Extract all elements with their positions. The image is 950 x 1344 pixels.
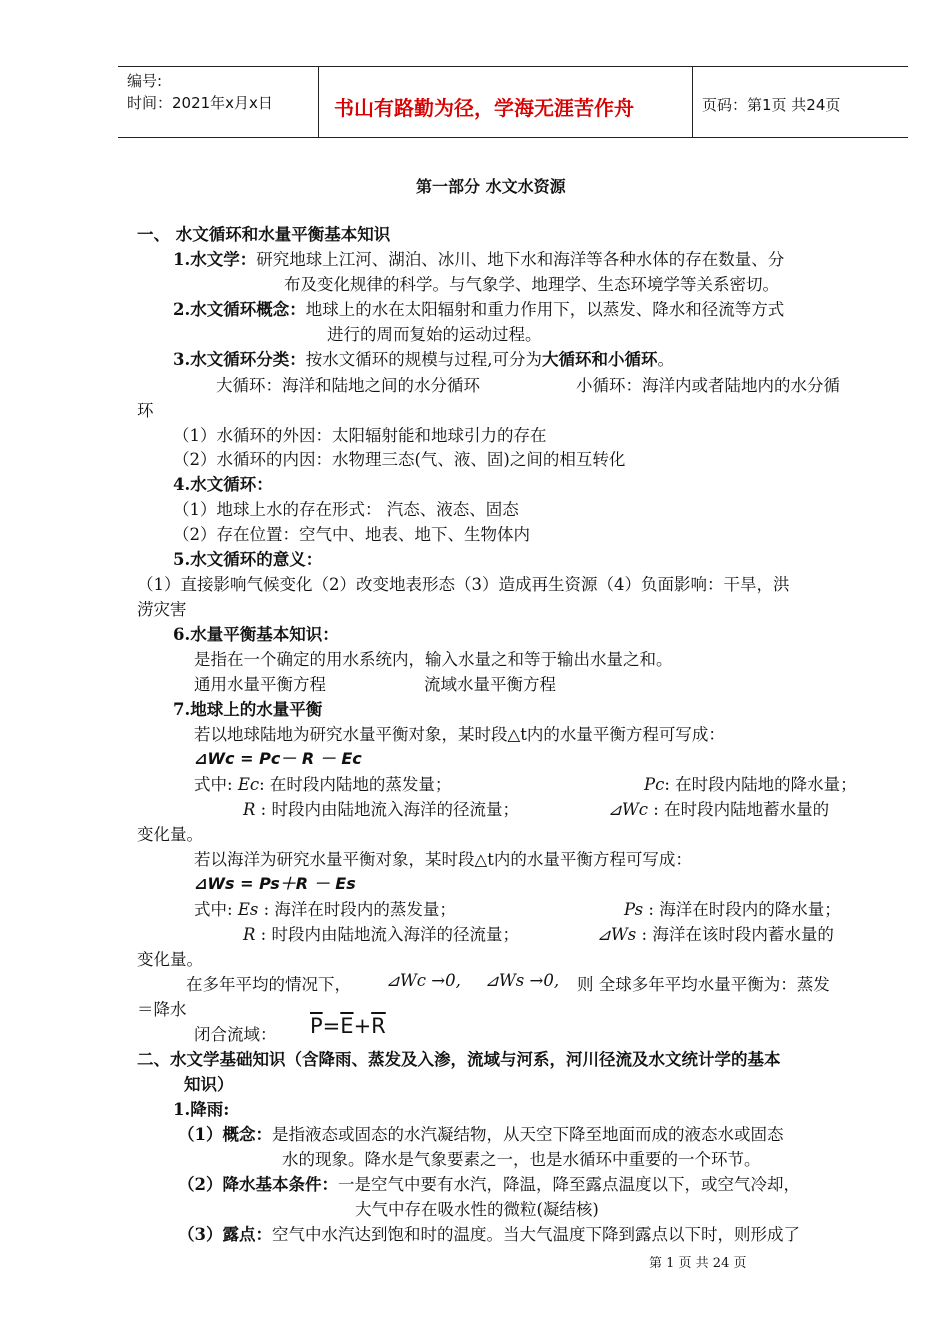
paragraph-text: 研究地球上江河、湖泊、冰川、地下水和海洋等各种水体的存在数量、分 [256,250,785,269]
paragraph-text: 。 [657,350,674,369]
symbol: ⊿Wc [608,800,649,819]
paragraph-text: : 海洋在时段内的蒸发量； [258,900,456,919]
paragraph-text: 大循环：海洋和陆地之间的水分循环 [216,376,480,395]
paragraph-text: 则 全球多年平均水量平衡为：蒸发 [577,975,830,994]
symbol: Pc [644,775,665,794]
section-heading: 二、水文学基础知识（含降雨、蒸发及入渗，流域与河系，河川径流及水文统计学的基本 [137,1050,781,1069]
symbol: ⊿Ws [597,925,637,944]
symbol: $\overline{E}$ [340,1014,354,1038]
paragraph-text: 通用水量平衡方程 [194,675,326,694]
section-heading: 一、 水文循环和水量平衡基本知识 [137,225,391,244]
list-item: （2）存在位置：空气中、地表、地下、生物体内 [173,525,530,544]
symbol: ⊿Ws →0, [485,971,560,990]
term-label: （2）降水基本条件： [178,1175,338,1194]
paragraph-text: ＝降水 [137,1000,187,1019]
paragraph [597,921,834,945]
paragraph [243,796,519,820]
emphasis-text: 大循环和小循环 [541,350,658,369]
paragraph-text: : 在时段内陆地的蒸发量； [259,775,452,794]
paragraph [194,771,451,795]
term-label: 6.水量平衡基本知识： [173,625,339,644]
paragraph-text: : 海洋在该时段内蓄水量的 [636,925,834,944]
paragraph-text: 进行的周而复始的运动过程。 [327,325,542,344]
section-heading: 知识） [184,1075,234,1094]
paragraph-text: : 时段内由陆地流入海洋的径流量； [255,925,519,944]
paragraph-text: 大气中存在吸水性的微粒(凝结核) [355,1200,599,1219]
paragraph [608,796,829,820]
term-label: 2.水文循环概念： [173,300,306,319]
paragraph-text: 若以地球陆地为研究水量平衡对象，某时段△t内的水量平衡方程可写成： [194,725,725,744]
paragraph [178,1171,800,1195]
symbol: Ps [624,900,644,919]
paragraph-text: 式中: [194,900,233,919]
symbol: ⊿Wc →0, [386,971,461,990]
paragraph-text: 闭合流域： [194,1025,277,1044]
closed-basin-equation [310,1014,386,1038]
paragraph [644,771,857,795]
header-divider [692,66,693,138]
page-footer: 第 1 页 共 24 页 [649,1256,747,1271]
term-label: 7.地球上的水量平衡 [173,700,323,719]
paragraph-text: 变化量。 [137,825,203,844]
symbol: Es [237,900,259,919]
paragraph-text: 一是空气中要有水汽，降温，降至露点温度以下，或空气冷却， [337,1175,800,1194]
paragraph-text: : 在时段内陆地的降水量； [664,775,857,794]
symbol: + [353,1014,372,1038]
equation: ⊿Wc = Pc－ R － Ec [194,749,362,768]
paragraph [173,246,784,270]
paragraph-text: 布及变化规律的科学。与气象学、地理学、生态环境学等关系密切。 [284,275,779,294]
paragraph-text: 式中: [194,775,233,794]
header-divider [318,66,319,138]
doc-code-label: 编号: [127,72,163,90]
term-label: 4.水文循环： [173,475,273,494]
paragraph [243,921,519,945]
paragraph-text: : 海洋在时段内的降水量； [643,900,841,919]
paragraph [624,896,841,920]
paragraph [178,1121,783,1145]
symbol: Ec [237,775,260,794]
list-item: （2）水循环的内因：水物理三态(气、液、固)之间的相互转化 [173,450,626,469]
term-label: 5.水文循环的意义： [173,550,323,569]
doc-time-label: 时间：2021年x月x日 [127,94,273,112]
term-label: 3.水文循环分类： [173,350,306,369]
header-page-info: 页码：第1页 共24页 [702,96,841,114]
equation: ⊿Ws = Ps＋R － Es [194,874,356,893]
paragraph-text: 流域水量平衡方程 [424,675,556,694]
list-item: （1）水循环的外因：太阳辐射能和地球引力的存在 [173,426,547,445]
paragraph-text: 变化量。 [137,950,203,969]
term-label: （3）露点： [178,1225,272,1244]
document-title: 第一部分 水文水资源 [416,177,566,196]
paragraph-text: 地球上的水在太阳辐射和重力作用下，以蒸发、降水和径流等方式 [305,300,785,319]
paragraph-text: : 时段内由陆地流入海洋的径流量； [255,800,519,819]
paragraph [194,896,456,920]
term-label: 1.水文学： [173,250,257,269]
symbol: = [322,1014,341,1038]
term-label: （1）概念： [178,1125,272,1144]
symbol: $\overline{R}$ [371,1014,386,1038]
term-label: 1.降雨: [173,1100,230,1119]
paragraph-text: （1）直接影响气候变化（2）改变地表形态（3）造成再生资源（4）负面影响：干旱，洪 [137,575,790,594]
symbol: R [243,800,256,819]
paragraph-text: 是指液态或固态的水汽凝结物，从天空下降至地面而成的液态水或固态 [271,1125,784,1144]
paragraph-text: 空气中水汽达到饱和时的温度。当大气温度下降到露点以下时，则形成了 [271,1225,800,1244]
paragraph-text: 在多年平均的情况下， [186,975,351,994]
list-item: （1）地球上水的存在形式： 汽态、液态、固态 [173,500,519,519]
paragraph [178,1221,800,1245]
symbol: $\overline{P}$ [310,1014,323,1038]
paragraph-text: 小循环：海洋内或者陆地内的水分循 [576,376,840,395]
symbol: R [243,925,256,944]
paragraph-text: 按水文循环的规模与过程,可分为 [305,350,542,369]
header-motto: 书山有路勤为径，学海无涯苦作舟 [334,96,634,120]
paragraph [173,346,674,370]
paragraph [173,296,784,320]
paragraph-text: 若以海洋为研究水量平衡对象，某时段△t内的水量平衡方程可写成： [194,850,692,869]
paragraph-text: 水的现象。降水是气象要素之一，也是水循环中重要的一个环节。 [282,1150,761,1169]
paragraph-text: 是指在一个确定的用水系统内，输入水量之和等于输出水量之和。 [194,650,673,669]
paragraph-text: 环 [137,401,154,420]
paragraph-text: : 在时段内陆地蓄水量的 [648,800,830,819]
paragraph-text: 涝灾害 [137,600,187,619]
